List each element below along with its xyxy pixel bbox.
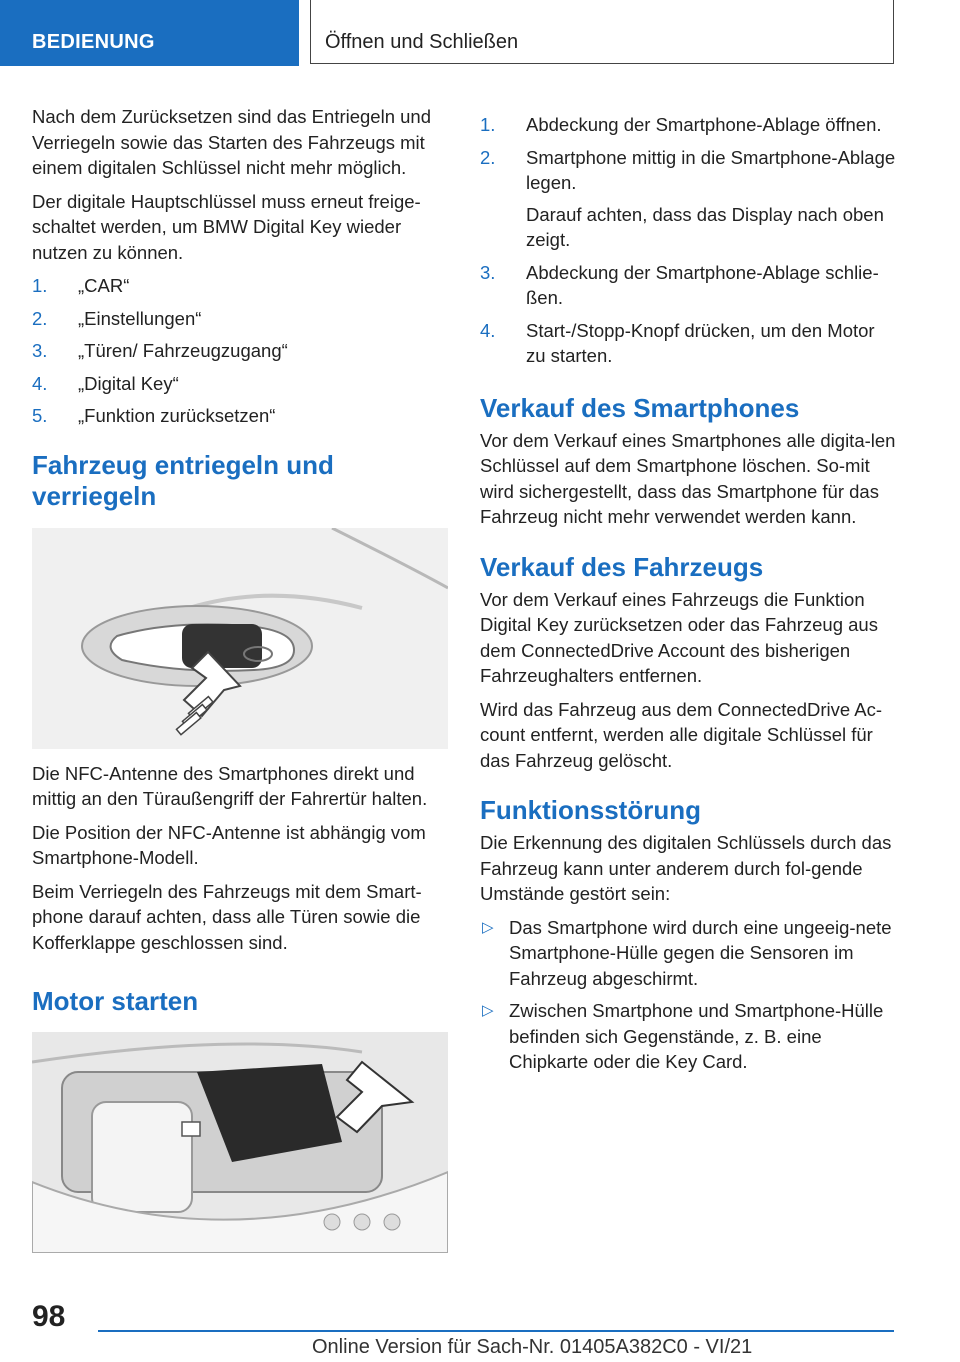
- right-column: [480, 112, 898, 1082]
- step-text: Smartphone mittig in die Smartphone-Ablage legen.: [526, 146, 896, 193]
- step-note: Darauf achten, dass das Display nach oben zeigt.: [526, 203, 884, 250]
- step-number: 1.: [480, 114, 496, 135]
- section-heading-sale-car: Verkauf des Fahrzeugs: [480, 551, 764, 582]
- paragraph: Die Erkennung des digitalen Schlüssels durch das Fahrzeug kann unter anderem durch fol-gende Umstände gestört sein:: [480, 832, 892, 904]
- section-heading-start: Motor starten: [32, 986, 199, 1016]
- bullet-triangle-icon: ▷: [482, 1002, 494, 1019]
- paragraph: Nach dem Zurücksetzen sind das Entriegeln und Verriegeln sowie das Starten des Fahrzeugs mit einem digitalen Schlüssel nicht mehr möglich.: [32, 106, 431, 178]
- footer-text: Online Version für Sach-Nr. 01405A382C0 - VI/21: [312, 1336, 753, 1358]
- chapter-header: [310, 0, 894, 64]
- fault-bullet-list: [480, 915, 898, 1075]
- paragraph: Die NFC-Antenne des Smartphones direkt und mittig an den Türaußengriff der Fahrertür halten.: [32, 762, 428, 809]
- paragraph: Wird das Fahrzeug aus dem ConnectedDrive Ac-count entfernt, werden alle digitale Schlüssel für das Fahrzeug gelöscht.: [480, 698, 883, 771]
- reset-steps-list: [32, 273, 448, 429]
- paragraph: Beim Verriegeln des Fahrzeugs mit dem Smart-phone darauf achten, dass alle Türen sowie die Kofferklappe geschlossen sind.: [32, 880, 422, 953]
- list-item: [32, 306, 448, 332]
- section-heading-sale-phone: Verkauf des Smartphones: [480, 392, 800, 423]
- bullet-text: Das Smartphone wird durch eine ungeeig-nete Smartphone-Hülle gegen die Sensoren im Fahrzeug abgeschirmt.: [509, 916, 892, 989]
- step-text: Abdeckung der Smartphone-Ablage schlie-ßen.: [526, 261, 879, 308]
- step-number: 5.: [32, 405, 48, 426]
- section-tab: [0, 0, 299, 66]
- list-item: [480, 915, 898, 992]
- bullet-text: Zwischen Smartphone und Smartphone-Hülle befinden sich Gegenstände, z. B. eine Chipkarte oder die Key Card.: [509, 1000, 884, 1072]
- list-item: [480, 318, 898, 369]
- list-item: [480, 145, 898, 253]
- list-item: [32, 338, 448, 364]
- step-text: „CAR“: [78, 275, 130, 296]
- list-item: [32, 273, 448, 299]
- footer-divider: [98, 1330, 894, 1332]
- chapter-title: Öffnen und Schließen: [325, 31, 519, 53]
- list-item: [32, 371, 448, 397]
- bullet-triangle-icon: ▷: [482, 918, 494, 936]
- step-text: „Funktion zurücksetzen“: [78, 405, 276, 426]
- paragraph: Vor dem Verkauf eines Smartphones alle digita-len Schlüssel auf dem Smartphone löschen. So-mit wird sichergestellt, dass das Smartphone für das Fahrzeug nicht mehr verwendet werden kann.: [480, 429, 896, 527]
- step-text: Abdeckung der Smartphone-Ablage öffnen.: [526, 114, 882, 135]
- step-number: 2.: [32, 307, 48, 329]
- step-number: 2.: [480, 146, 496, 168]
- list-item: [480, 998, 898, 1075]
- step-text: „Einstellungen“: [78, 307, 202, 329]
- step-text: Start-/Stopp-Knopf drücken, um den Motor zu starten.: [526, 319, 875, 366]
- smartphone-tray-illustration: [32, 1032, 448, 1253]
- step-number: 3.: [480, 261, 496, 283]
- step-text: „Türen/ Fahrzeugzugang“: [78, 340, 288, 361]
- step-text: „Digital Key“: [78, 372, 179, 394]
- door-handle-illustration: [32, 528, 448, 749]
- step-number: 4.: [32, 372, 48, 394]
- step-number: 3.: [32, 340, 48, 361]
- section-label: BEDIENUNG: [32, 31, 155, 53]
- paragraph: Die Position der NFC-Antenne ist abhängig vom Smartphone-Modell.: [32, 821, 426, 868]
- list-item: [480, 260, 898, 311]
- section-heading-unlock: Fahrzeug entriegeln und verriegeln: [32, 449, 334, 511]
- step-number: 4.: [480, 319, 496, 341]
- paragraph: Der digitale Hauptschlüssel muss erneut freige-schaltet werden, um BMW Digital Key wieder nutzen zu können.: [32, 190, 421, 263]
- list-item: [32, 403, 448, 429]
- section-heading-fault: Funktionsstörung: [480, 795, 701, 825]
- paragraph: Vor dem Verkauf eines Fahrzeugs die Funktion Digital Key zurücksetzen oder das Fahrzeug aus dem ConnectedDrive Account des bisherigen Fahrzeughalters entfernen.: [480, 588, 878, 686]
- step-number: 1.: [32, 275, 48, 296]
- page-number: 98: [32, 1300, 66, 1333]
- list-item: [480, 112, 898, 138]
- start-steps-list: [480, 112, 898, 369]
- left-column: [32, 104, 448, 1253]
